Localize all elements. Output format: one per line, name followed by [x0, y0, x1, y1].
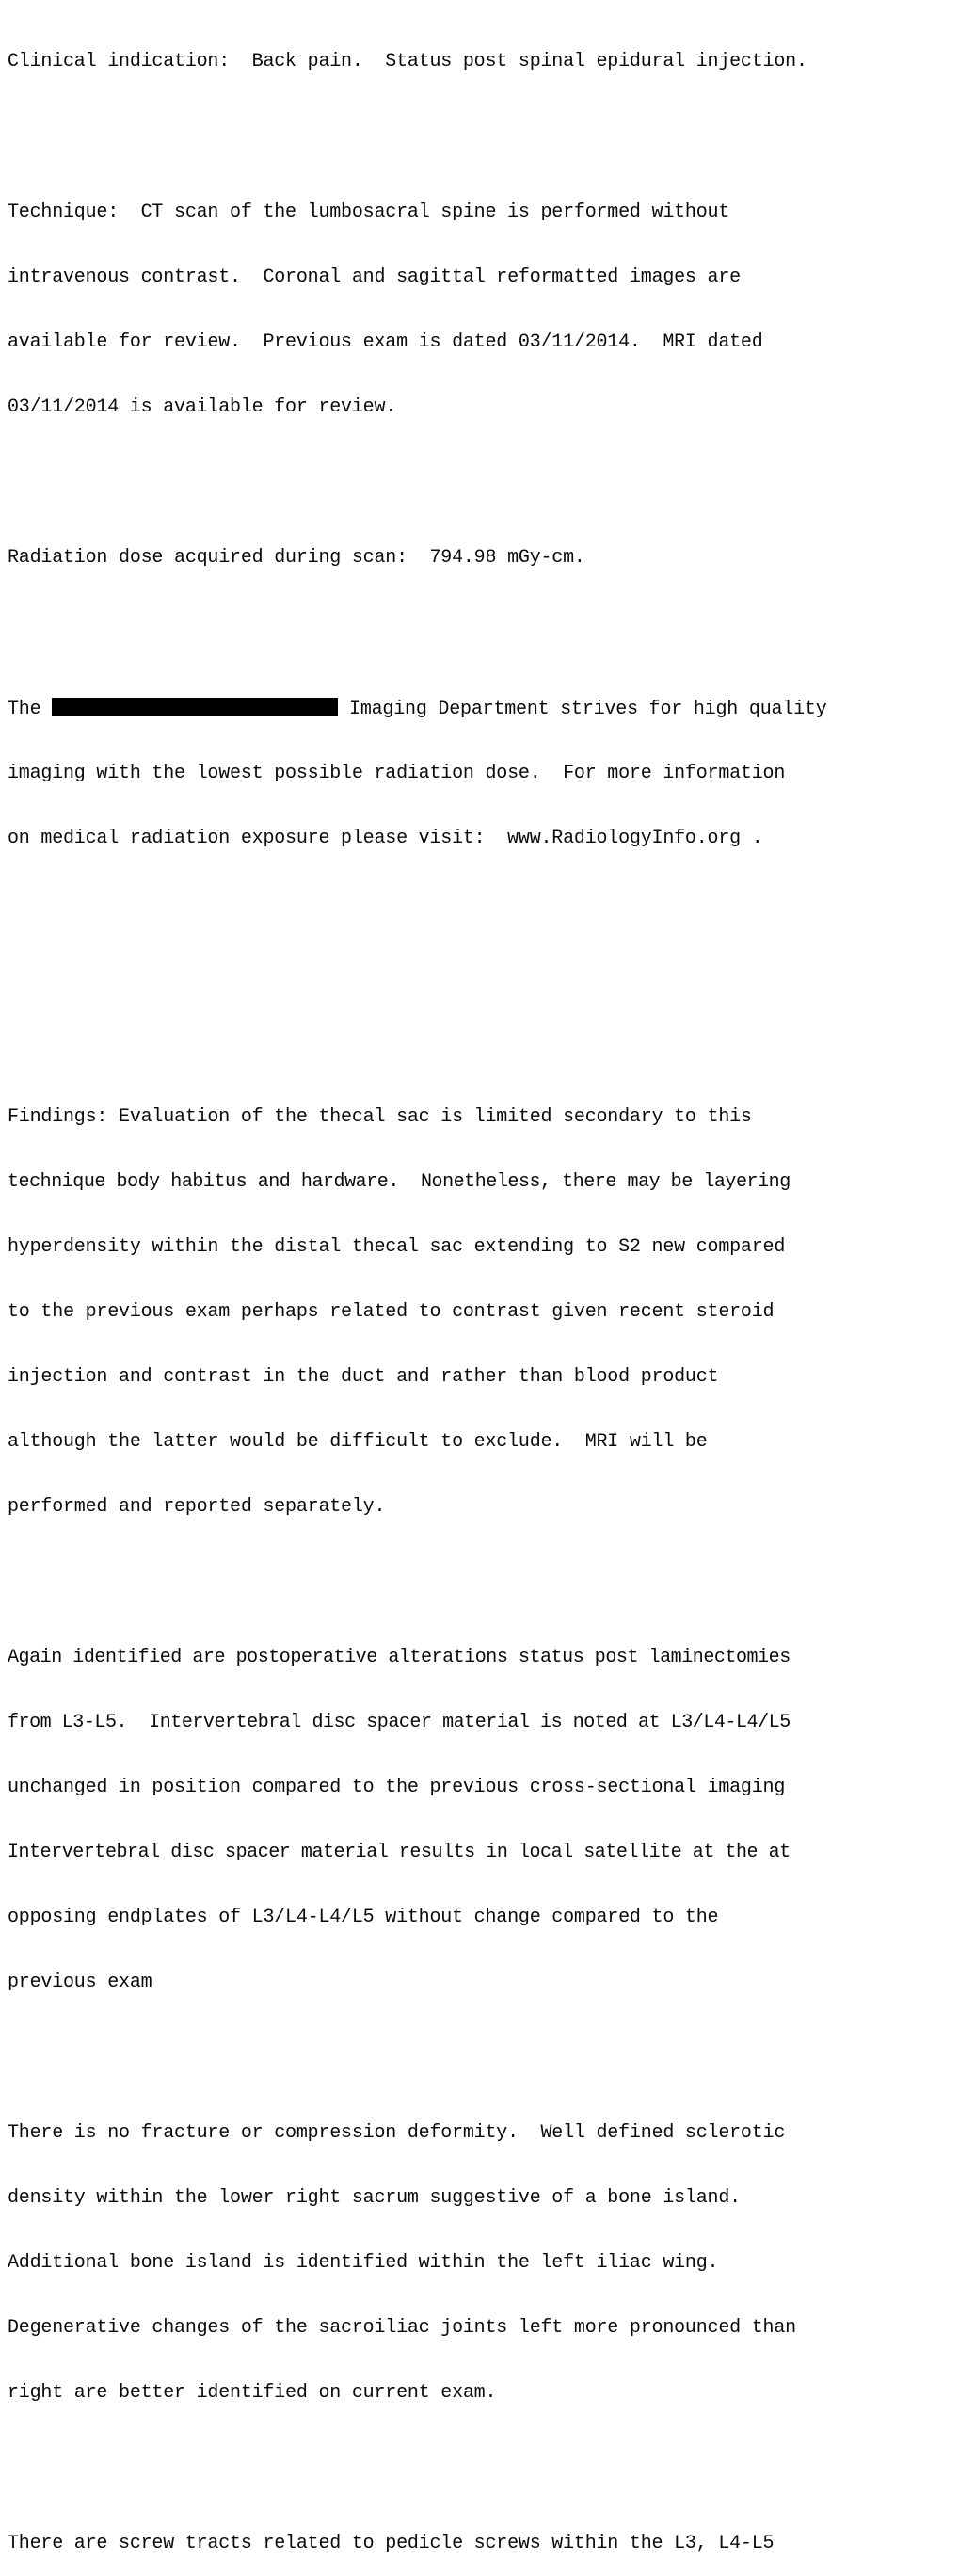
radiology-report: [8, 8, 827, 2576]
findings-p1-line-3: hyperdensity within the distal thecal sac extending to S2 new compared: [8, 1236, 786, 1258]
findings-p3-line-4: Degenerative changes of the sacroiliac joints left more pronounced than: [8, 2317, 796, 2339]
findings-p3-line-1: There is no fracture or compression deformity. Well defined sclerotic: [8, 2122, 786, 2144]
department-line-2: imaging with the lowest possible radiation dose. For more information: [8, 763, 786, 784]
findings-p2-line-6: previous exam: [8, 1972, 152, 1993]
findings-p4-line-1: There are screw tracts related to pedicle screws within the L3, L4-L5: [8, 2533, 775, 2554]
technique-line-1: Technique: CT scan of the lumbosacral spine is performed without: [8, 201, 730, 223]
findings-p3-line-3: Additional bone island is identified within the left iliac wing.: [8, 2252, 719, 2274]
findings-p2-line-3: unchanged in position compared to the previous cross-sectional imaging: [8, 1777, 786, 1798]
findings-p2-line-5: opposing endplates of L3/L4-L4/L5 without change compared to the: [8, 1907, 719, 1928]
spacer: [8, 2447, 827, 2468]
department-line-3: on medical radiation exposure please visit: www.RadiologyInfo.org .: [8, 828, 763, 849]
findings-p1-line-5: injection and contrast in the duct and rather than blood product: [8, 1366, 719, 1388]
clinical-indication: Clinical indication: Back pain. Status post spinal epidural injection.: [8, 51, 807, 72]
findings-p1-line-4: to the previous exam perhaps related to contrast given recent steroid: [8, 1301, 775, 1323]
findings-p2-line-4: Intervertebral disc spacer material results in local satellite at the at: [8, 1842, 791, 1863]
spacer: [8, 116, 827, 137]
spacer: [8, 2037, 827, 2057]
findings-p2-line-2: from L3-L5. Intervertebral disc spacer material is noted at L3/L4-L4/L5: [8, 1712, 791, 1733]
spacer: [8, 1021, 827, 1041]
findings-p2-line-1: Again identified are postoperative alterations status post laminectomies: [8, 1647, 791, 1668]
findings-p3-line-2: density within the lower right sacrum suggestive of a bone island.: [8, 2187, 741, 2209]
radiation-dose: Radiation dose acquired during scan: 794.98 mGy-cm.: [8, 547, 585, 569]
department-line-1-suffix: Imaging Department strives for high quality: [338, 699, 827, 720]
findings-p1-line-7: performed and reported separately.: [8, 1496, 386, 1518]
technique-line-3: available for review. Previous exam is dated 03/11/2014. MRI dated: [8, 331, 763, 353]
findings-p3-line-5: right are better identified on current exam.: [8, 2382, 497, 2404]
spacer: [8, 1561, 827, 1582]
findings-p1-line-2: technique body habitus and hardware. Nonetheless, there may be layering: [8, 1171, 791, 1193]
findings-p1-line-1: Findings: Evaluation of the thecal sac is limited secondary to this: [8, 1106, 752, 1128]
department-line-1: [8, 698, 827, 719]
spacer: [8, 893, 827, 913]
department-prefix: The: [8, 699, 53, 720]
technique-line-4: 03/11/2014 is available for review.: [8, 396, 397, 418]
spacer: [8, 461, 827, 482]
spacer: [8, 957, 827, 977]
spacer: [8, 612, 827, 633]
technique-line-2: intravenous contrast. Coronal and sagittal reformatted images are: [8, 266, 741, 288]
redaction-bar: [52, 698, 338, 716]
findings-p1-line-6: although the latter would be difficult to exclude. MRI will be: [8, 1431, 708, 1453]
